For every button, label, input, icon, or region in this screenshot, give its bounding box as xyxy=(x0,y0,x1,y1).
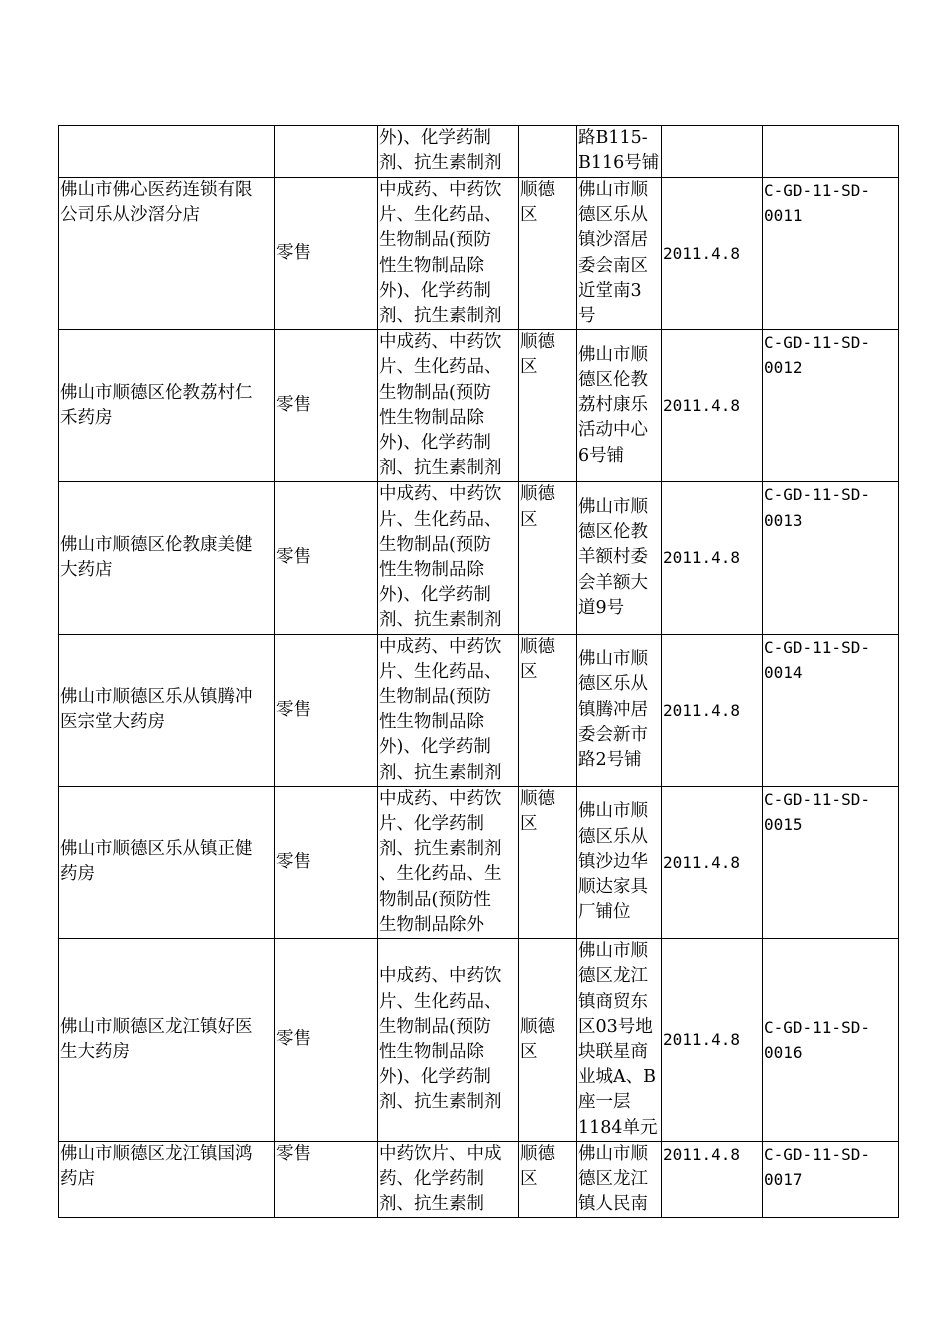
address-cell: 佛山市顺 德区伦教 羊额村委 会羊额大 道9号 xyxy=(577,482,662,634)
business-scope-cell: 中成药、中药饮 片、生化药品、 生物制品(预防 性生物制品除 外)、化学药制 剂、抗生素制剂 xyxy=(378,330,519,482)
license-code-cell: C-GD-11-SD- 0011 xyxy=(763,178,899,330)
business-scope-cell: 中成药、中药饮 片、生化药品、 生物制品(预防 性生物制品除 外)、化学药制 剂、抗生素制剂 xyxy=(378,482,519,634)
company-name-cell: 佛山市顺德区伦教荔村仁 禾药房 xyxy=(59,330,275,482)
district-cell: 顺德 区 xyxy=(519,1141,577,1218)
company-name-cell: 佛山市顺德区乐从镇腾冲 医宗堂大药房 xyxy=(59,634,275,786)
district-cell: 顺德 区 xyxy=(519,786,577,938)
license-code-cell: C-GD-11-SD- 0015 xyxy=(763,786,899,938)
district-cell: 顺德 区 xyxy=(519,939,577,1142)
company-name-cell: 佛山市顺德区伦教康美健 大药店 xyxy=(59,482,275,634)
district-cell: 顺德 区 xyxy=(519,482,577,634)
business-type-cell: 零售 xyxy=(275,939,378,1142)
table-row xyxy=(59,126,899,178)
issue-date-cell: 2011.4.8 xyxy=(662,178,763,330)
business-scope-cell: 外)、化学药制 剂、抗生素制剂 xyxy=(378,126,519,178)
address-cell: 路B115- B116号铺 xyxy=(577,126,662,178)
issue-date-cell: 2011.4.8 xyxy=(662,1141,763,1218)
business-type-cell: 零售 xyxy=(275,1141,378,1218)
business-type-cell xyxy=(275,126,378,178)
company-name-cell: 佛山市顺德区龙江镇好医 生大药房 xyxy=(59,939,275,1142)
table-row xyxy=(59,178,899,330)
issue-date-cell: 2011.4.8 xyxy=(662,330,763,482)
business-scope-cell: 中成药、中药饮 片、化学药制 剂、抗生素制剂 、生化药品、生 物制品(预防性 生物制品除外 xyxy=(378,786,519,938)
address-cell: 佛山市顺 德区乐从 镇沙边华 顺达家具 厂铺位 xyxy=(577,786,662,938)
issue-date-cell: 2011.4.8 xyxy=(662,634,763,786)
company-name-cell: 佛山市顺德区龙江镇国鸿 药店 xyxy=(59,1141,275,1218)
company-name-cell: 佛山市佛心医药连锁有限 公司乐从沙滘分店 xyxy=(59,178,275,330)
license-code-cell xyxy=(763,126,899,178)
business-scope-cell: 中成药、中药饮 片、生化药品、 生物制品(预防 性生物制品除 外)、化学药制 剂、抗生素制剂 xyxy=(378,939,519,1142)
address-cell: 佛山市顺 德区乐从 镇沙滘居 委会南区 近堂南3 号 xyxy=(577,178,662,330)
address-cell: 佛山市顺 德区伦教 荔村康乐 活动中心 6号铺 xyxy=(577,330,662,482)
business-scope-cell: 中成药、中药饮 片、生化药品、 生物制品(预防 性生物制品除 外)、化学药制 剂、抗生素制剂 xyxy=(378,178,519,330)
business-type-cell: 零售 xyxy=(275,330,378,482)
license-code-cell: C-GD-11-SD- 0017 xyxy=(763,1141,899,1218)
district-cell: 顺德 区 xyxy=(519,330,577,482)
business-type-cell: 零售 xyxy=(275,634,378,786)
table-row xyxy=(59,482,899,634)
issue-date-cell: 2011.4.8 xyxy=(662,786,763,938)
business-type-cell: 零售 xyxy=(275,482,378,634)
table-row xyxy=(59,786,899,938)
table-row xyxy=(59,634,899,786)
company-name-cell: 佛山市顺德区乐从镇正健 药房 xyxy=(59,786,275,938)
business-type-cell: 零售 xyxy=(275,178,378,330)
address-cell: 佛山市顺 德区龙江 镇商贸东 区03号地 块联星商 业城A、B 座一层 1184单元 xyxy=(577,939,662,1142)
table-body xyxy=(59,126,899,1218)
license-code-cell: C-GD-11-SD- 0012 xyxy=(763,330,899,482)
license-code-cell: C-GD-11-SD- 0013 xyxy=(763,482,899,634)
business-scope-cell: 中药饮片、中成 药、化学药制 剂、抗生素制 xyxy=(378,1141,519,1218)
company-name-cell xyxy=(59,126,275,178)
table-row xyxy=(59,1141,899,1218)
address-cell: 佛山市顺 德区乐从 镇腾冲居 委会新市 路2号铺 xyxy=(577,634,662,786)
address-cell: 佛山市顺 德区龙江 镇人民南 xyxy=(577,1141,662,1218)
issue-date-cell: 2011.4.8 xyxy=(662,939,763,1142)
license-code-cell: C-GD-11-SD- 0016 xyxy=(763,939,899,1142)
issue-date-cell xyxy=(662,126,763,178)
district-cell: 顺德 区 xyxy=(519,178,577,330)
district-cell: 顺德 区 xyxy=(519,634,577,786)
pharmacy-license-table xyxy=(58,125,899,1218)
table-row xyxy=(59,330,899,482)
business-type-cell: 零售 xyxy=(275,786,378,938)
business-scope-cell: 中成药、中药饮 片、生化药品、 生物制品(预防 性生物制品除 外)、化学药制 剂、抗生素制剂 xyxy=(378,634,519,786)
issue-date-cell: 2011.4.8 xyxy=(662,482,763,634)
license-code-cell: C-GD-11-SD- 0014 xyxy=(763,634,899,786)
table-row xyxy=(59,939,899,1142)
district-cell xyxy=(519,126,577,178)
